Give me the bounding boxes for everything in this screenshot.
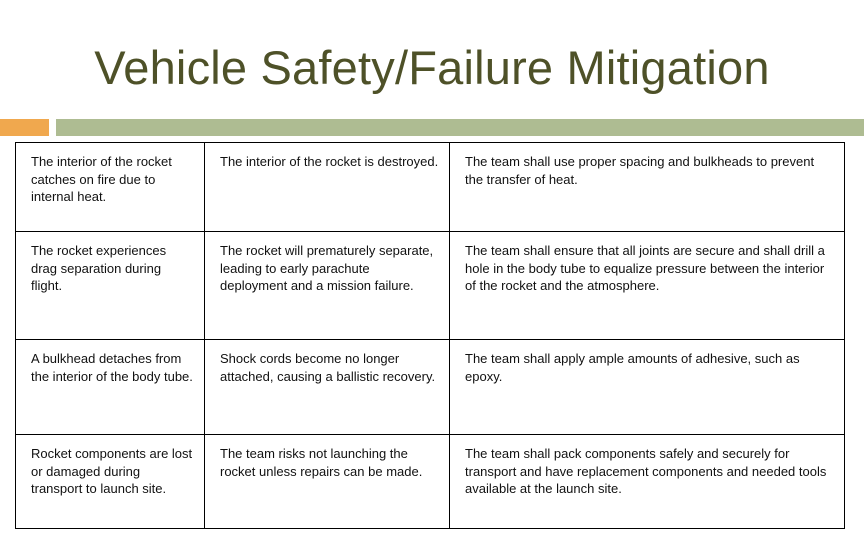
table-row — [16, 143, 845, 232]
mitigation-cell: The team shall pack components safely and securely for transport and have replacement components and needed tools available at the launch site. — [450, 435, 845, 529]
table-row — [16, 435, 845, 529]
mitigation-cell: The team shall use proper spacing and bulkheads to prevent the transfer of heat. — [450, 143, 845, 232]
mitigation-cell: The team shall ensure that all joints are secure and shall drill a hole in the body tube to equalize pressure between the interior of the rocket and the atmosphere. — [450, 232, 845, 340]
failure-cell: The rocket experiences drag separation during flight. — [16, 232, 205, 340]
table-row — [16, 340, 845, 435]
effect-cell: The team risks not launching the rocket unless repairs can be made. — [205, 435, 450, 529]
failure-cell: The interior of the rocket catches on fire due to internal heat. — [16, 143, 205, 232]
slide-title: Vehicle Safety/Failure Mitigation — [94, 41, 770, 94]
mitigation-cell: The team shall apply ample amounts of adhesive, such as epoxy. — [450, 340, 845, 435]
accent-bar-orange — [0, 119, 49, 136]
effect-cell: The interior of the rocket is destroyed. — [205, 143, 450, 232]
failure-cell: A bulkhead detaches from the interior of the body tube. — [16, 340, 205, 435]
failure-cell: Rocket components are lost or damaged during transport to launch site. — [16, 435, 205, 529]
failure-mitigation-table — [15, 142, 845, 529]
table-row — [16, 232, 845, 340]
accent-bar-green — [56, 119, 864, 136]
effect-cell: The rocket will prematurely separate, leading to early parachute deployment and a mission failure. — [205, 232, 450, 340]
effect-cell: Shock cords become no longer attached, causing a ballistic recovery. — [205, 340, 450, 435]
